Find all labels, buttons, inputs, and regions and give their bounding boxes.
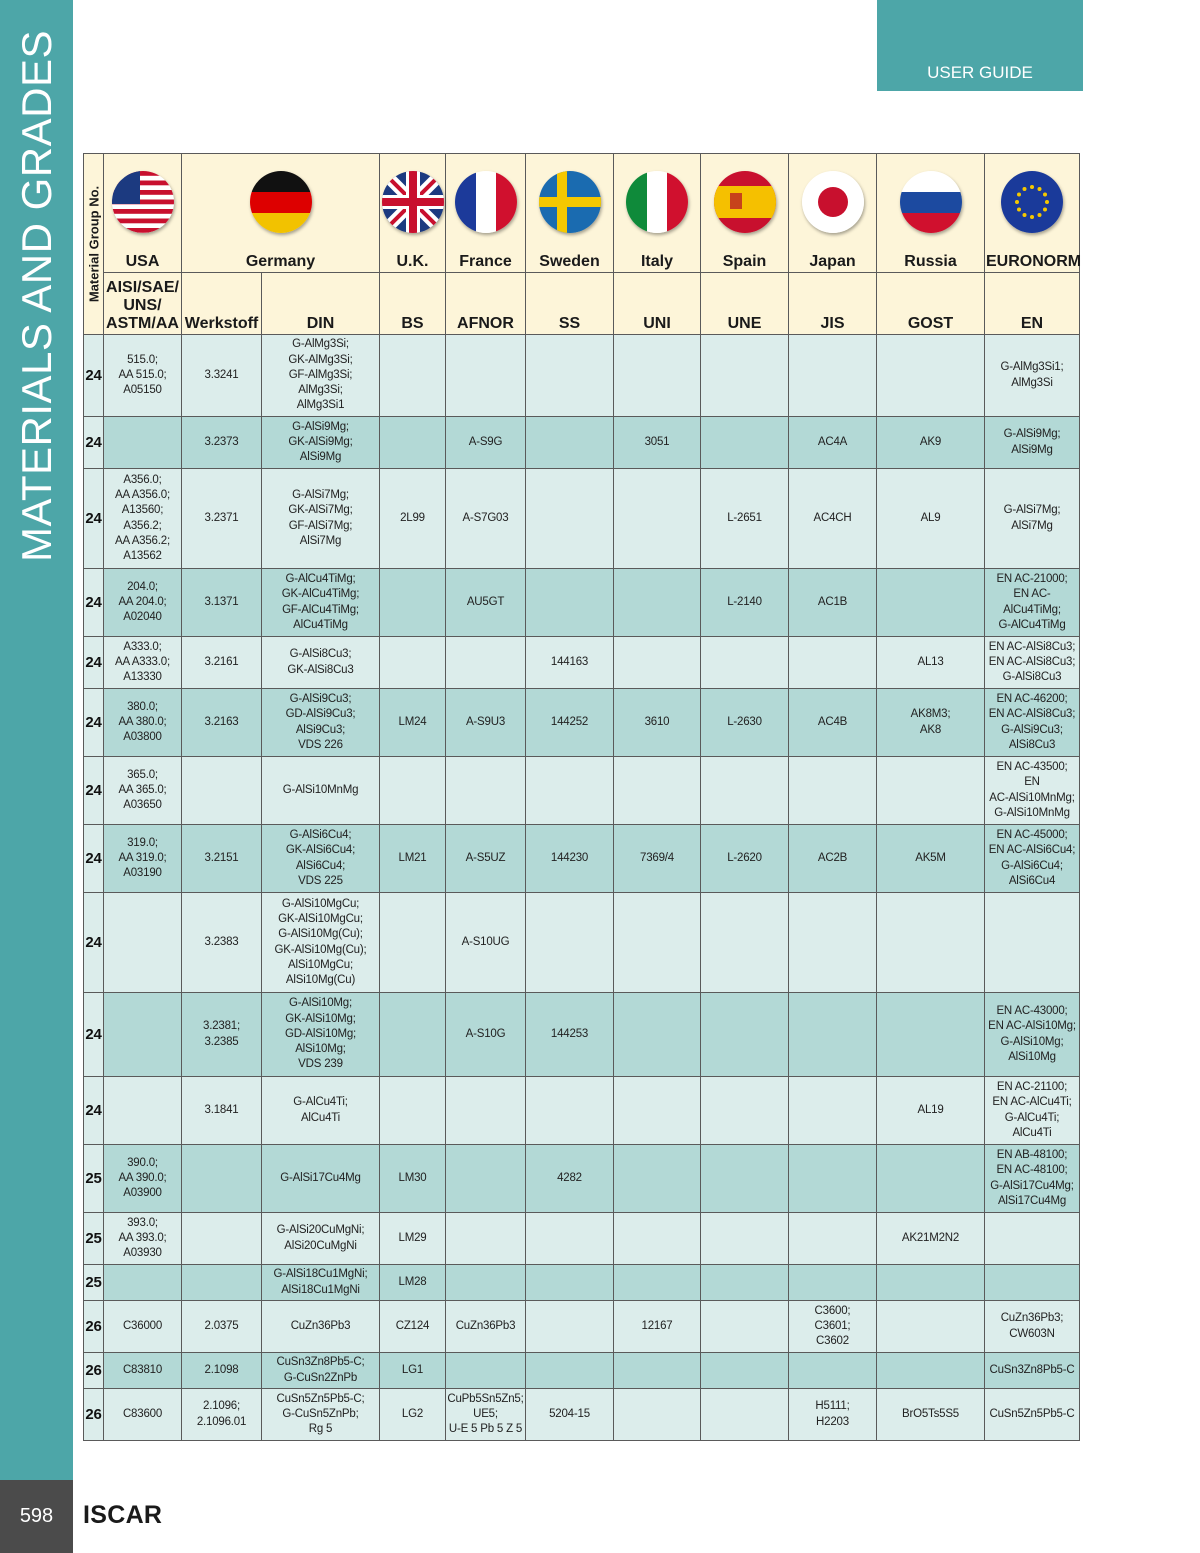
std-gost-cell: AK21M2N2 bbox=[877, 1213, 985, 1265]
std-jis-cell bbox=[789, 1353, 877, 1389]
table-row bbox=[84, 757, 1080, 825]
std-bs-cell bbox=[380, 757, 446, 825]
std-jis-header: JIS bbox=[789, 273, 877, 335]
std-aisi-cell bbox=[104, 893, 182, 993]
std-une-cell bbox=[701, 1389, 789, 1441]
std-bs-cell: LG1 bbox=[380, 1353, 446, 1389]
std-en-cell: EN AC-21100; EN AC-AlCu4Ti; G-AlCu4Ti; AlCu4Ti bbox=[985, 1077, 1080, 1145]
std-jis-cell: AC4A bbox=[789, 417, 877, 469]
std-din-cell: G-AlSi20CuMgNi; AlSi20CuMgNi bbox=[262, 1213, 380, 1265]
std-gost-cell: AL19 bbox=[877, 1077, 985, 1145]
sweden-flag-icon bbox=[539, 171, 601, 233]
user-guide-label: USER GUIDE bbox=[927, 63, 1033, 82]
std-en-cell: CuSn3Zn8Pb5-C bbox=[985, 1353, 1080, 1389]
flag-cell-france bbox=[446, 154, 526, 251]
std-en-cell: EN AC-43500; EN AC-AlSi10MnMg; G-AlSi10MnMg bbox=[985, 757, 1080, 825]
materials-grades-table bbox=[83, 153, 1080, 1441]
material-group-cell: 25 bbox=[84, 1145, 104, 1213]
russia-flag-icon bbox=[900, 171, 962, 233]
table-row bbox=[84, 893, 1080, 993]
std-din-cell: G-AlCu4Ti; AlCu4Ti bbox=[262, 1077, 380, 1145]
std-din-cell: CuSn5Zn5Pb5-C; G-CuSn5ZnPb; Rg 5 bbox=[262, 1389, 380, 1441]
std-ss-cell bbox=[526, 893, 614, 993]
std-ss-cell bbox=[526, 469, 614, 569]
std-uni-cell: 12167 bbox=[614, 1301, 701, 1353]
std-werkstoff-cell: 3.2163 bbox=[182, 689, 262, 757]
material-group-cell: 24 bbox=[84, 689, 104, 757]
std-uni-cell bbox=[614, 469, 701, 569]
std-din-cell: G-AlSi18Cu1MgNi; AlSi18Cu1MgNi bbox=[262, 1265, 380, 1301]
std-jis-cell: AC4B bbox=[789, 689, 877, 757]
table-row bbox=[84, 637, 1080, 689]
std-en-cell: CuZn36Pb3; CW603N bbox=[985, 1301, 1080, 1353]
std-uni-cell bbox=[614, 335, 701, 417]
std-uni-cell bbox=[614, 1353, 701, 1389]
material-group-cell: 26 bbox=[84, 1353, 104, 1389]
country-uk: U.K. bbox=[380, 250, 446, 273]
std-gost-cell bbox=[877, 893, 985, 993]
std-werkstoff-cell: 3.2383 bbox=[182, 893, 262, 993]
std-gost-cell: AK5M bbox=[877, 825, 985, 893]
std-ss-cell bbox=[526, 417, 614, 469]
std-bs-cell bbox=[380, 335, 446, 417]
std-uni-cell: 3610 bbox=[614, 689, 701, 757]
usa-flag-icon bbox=[112, 171, 174, 233]
material-group-cell: 24 bbox=[84, 993, 104, 1077]
std-une-cell: L-2651 bbox=[701, 469, 789, 569]
std-aisi-cell: 380.0; AA 380.0; A03800 bbox=[104, 689, 182, 757]
table-row bbox=[84, 993, 1080, 1077]
std-afnor-cell: AU5GT bbox=[446, 569, 526, 637]
france-flag-icon bbox=[455, 171, 517, 233]
std-afnor-cell: A-S7G03 bbox=[446, 469, 526, 569]
std-en-cell bbox=[985, 1265, 1080, 1301]
std-din-cell: G-AlSi8Cu3; GK-AlSi8Cu3 bbox=[262, 637, 380, 689]
flag-cell-russia bbox=[877, 154, 985, 251]
std-afnor-cell bbox=[446, 757, 526, 825]
table-row bbox=[84, 825, 1080, 893]
std-en-cell: CuSn5Zn5Pb5-C bbox=[985, 1389, 1080, 1441]
country-usa: USA bbox=[104, 250, 182, 273]
std-uni-cell bbox=[614, 1389, 701, 1441]
std-aisi-header: AISI/SAE/ UNS/ ASTM/AA bbox=[104, 273, 182, 335]
std-ss-cell bbox=[526, 1213, 614, 1265]
brand-logo: ISCAR bbox=[83, 1501, 163, 1529]
std-en-cell: G-AlSi7Mg; AlSi7Mg bbox=[985, 469, 1080, 569]
std-werkstoff-cell bbox=[182, 757, 262, 825]
std-werkstoff-cell: 3.2371 bbox=[182, 469, 262, 569]
std-une-cell bbox=[701, 993, 789, 1077]
std-jis-cell bbox=[789, 893, 877, 993]
std-jis-cell: AC1B bbox=[789, 569, 877, 637]
std-jis-cell: C3600; C3601; C3602 bbox=[789, 1301, 877, 1353]
std-uni-cell bbox=[614, 637, 701, 689]
std-aisi-cell: C83810 bbox=[104, 1353, 182, 1389]
std-jis-cell bbox=[789, 1213, 877, 1265]
std-uni-cell bbox=[614, 1265, 701, 1301]
std-werkstoff-cell bbox=[182, 1213, 262, 1265]
std-en-cell: EN AC-46200; EN AC-AlSi8Cu3; G-AlSi9Cu3; AlSi8Cu3 bbox=[985, 689, 1080, 757]
material-group-cell: 24 bbox=[84, 757, 104, 825]
material-group-cell: 24 bbox=[84, 417, 104, 469]
std-une-cell: L-2620 bbox=[701, 825, 789, 893]
table-row bbox=[84, 1213, 1080, 1265]
table-row bbox=[84, 569, 1080, 637]
std-bs-cell bbox=[380, 1077, 446, 1145]
std-uni-cell bbox=[614, 1145, 701, 1213]
std-gost-cell bbox=[877, 1353, 985, 1389]
std-jis-cell bbox=[789, 637, 877, 689]
std-ss-cell bbox=[526, 1353, 614, 1389]
std-en-cell: EN AC-21000; EN AC-AlCu4TiMg; G-AlCu4TiMg bbox=[985, 569, 1080, 637]
std-din-cell: G-AlSi7Mg; GK-AlSi7Mg; GF-AlSi7Mg; AlSi7Mg bbox=[262, 469, 380, 569]
std-bs-cell: LM24 bbox=[380, 689, 446, 757]
material-group-label: Material Group No. bbox=[86, 185, 101, 303]
std-aisi-cell: 319.0; AA 319.0; A03190 bbox=[104, 825, 182, 893]
std-bs-cell bbox=[380, 417, 446, 469]
material-group-header bbox=[84, 154, 104, 335]
std-din-cell: CuZn36Pb3 bbox=[262, 1301, 380, 1353]
std-uni-cell bbox=[614, 757, 701, 825]
std-werkstoff-cell: 3.2373 bbox=[182, 417, 262, 469]
material-group-cell: 25 bbox=[84, 1265, 104, 1301]
section-title bbox=[0, 0, 73, 600]
std-jis-cell bbox=[789, 1077, 877, 1145]
std-une-cell bbox=[701, 1265, 789, 1301]
std-din-cell: G-AlSi10MgCu; GK-AlSi10MgCu; G-AlSi10Mg(Cu); GK-AlSi10Mg(Cu); AlSi10MgCu; AlSi10Mg(Cu) bbox=[262, 893, 380, 993]
country-france: France bbox=[446, 250, 526, 273]
std-afnor-cell: CuPb5Sn5Zn5; UE5; U-E 5 Pb 5 Z 5 bbox=[446, 1389, 526, 1441]
std-une-cell bbox=[701, 1353, 789, 1389]
country-japan: Japan bbox=[789, 250, 877, 273]
std-afnor-cell bbox=[446, 335, 526, 417]
std-une-cell bbox=[701, 335, 789, 417]
std-gost-cell: AK9 bbox=[877, 417, 985, 469]
user-guide-tab bbox=[877, 0, 1083, 91]
std-ss-cell: 4282 bbox=[526, 1145, 614, 1213]
std-gost-cell: AL9 bbox=[877, 469, 985, 569]
std-din-cell: G-AlCu4TiMg; GK-AlCu4TiMg; GF-AlCu4TiMg; AlCu4TiMg bbox=[262, 569, 380, 637]
std-en-cell bbox=[985, 893, 1080, 993]
std-uni-cell: 3051 bbox=[614, 417, 701, 469]
std-afnor-cell: A-S5UZ bbox=[446, 825, 526, 893]
std-ss-cell bbox=[526, 757, 614, 825]
std-din-cell: G-AlSi17Cu4Mg bbox=[262, 1145, 380, 1213]
std-afnor-cell bbox=[446, 1145, 526, 1213]
std-une-cell bbox=[701, 893, 789, 993]
table-row bbox=[84, 417, 1080, 469]
std-werkstoff-cell: 2.1096; 2.1096.01 bbox=[182, 1389, 262, 1441]
material-group-cell: 25 bbox=[84, 1213, 104, 1265]
std-une-header: UNE bbox=[701, 273, 789, 335]
std-une-cell: L-2630 bbox=[701, 689, 789, 757]
std-en-cell: EN AC-43000; EN AC-AlSi10Mg; G-AlSi10Mg; AlSi10Mg bbox=[985, 993, 1080, 1077]
eu-flag-icon bbox=[1001, 171, 1063, 233]
std-werkstoff-cell: 3.2151 bbox=[182, 825, 262, 893]
std-ss-cell bbox=[526, 1265, 614, 1301]
std-din-cell: G-AlSi10Mg; GK-AlSi10Mg; GD-AlSi10Mg; AlSi10Mg; VDS 239 bbox=[262, 993, 380, 1077]
table-row bbox=[84, 1389, 1080, 1441]
table-row bbox=[84, 1301, 1080, 1353]
std-din-cell: CuSn3Zn8Pb5-C; G-CuSn2ZnPb bbox=[262, 1353, 380, 1389]
japan-flag-icon bbox=[802, 171, 864, 233]
std-bs-cell bbox=[380, 569, 446, 637]
flag-cell-spain bbox=[701, 154, 789, 251]
std-bs-cell: LM28 bbox=[380, 1265, 446, 1301]
std-une-cell bbox=[701, 1077, 789, 1145]
std-ss-cell: 144230 bbox=[526, 825, 614, 893]
std-ss-cell: 144163 bbox=[526, 637, 614, 689]
uk-flag-icon bbox=[382, 171, 444, 233]
std-bs-cell bbox=[380, 993, 446, 1077]
table-row bbox=[84, 1145, 1080, 1213]
std-din-cell: G-AlSi10MnMg bbox=[262, 757, 380, 825]
std-bs-cell: 2L99 bbox=[380, 469, 446, 569]
std-aisi-cell: 515.0; AA 515.0; A05150 bbox=[104, 335, 182, 417]
std-aisi-cell: 390.0; AA 390.0; A03900 bbox=[104, 1145, 182, 1213]
std-uni-cell: 7369/4 bbox=[614, 825, 701, 893]
material-group-cell: 26 bbox=[84, 1389, 104, 1441]
country-italy: Italy bbox=[614, 250, 701, 273]
std-afnor-cell: A-S9G bbox=[446, 417, 526, 469]
std-aisi-cell bbox=[104, 993, 182, 1077]
std-aisi-cell bbox=[104, 417, 182, 469]
std-werkstoff-cell: 2.1098 bbox=[182, 1353, 262, 1389]
std-werkstoff-cell bbox=[182, 1145, 262, 1213]
std-aisi-cell: 204.0; AA 204.0; A02040 bbox=[104, 569, 182, 637]
std-gost-header: GOST bbox=[877, 273, 985, 335]
std-une-cell bbox=[701, 1145, 789, 1213]
std-ss-cell: 5204-15 bbox=[526, 1389, 614, 1441]
std-werkstoff-cell: 3.2161 bbox=[182, 637, 262, 689]
std-gost-cell bbox=[877, 757, 985, 825]
std-uni-cell bbox=[614, 893, 701, 993]
std-gost-cell bbox=[877, 1145, 985, 1213]
std-en-cell bbox=[985, 1213, 1080, 1265]
std-bs-cell bbox=[380, 637, 446, 689]
std-bs-cell bbox=[380, 893, 446, 993]
std-werkstoff-cell: 3.1371 bbox=[182, 569, 262, 637]
std-uni-cell bbox=[614, 993, 701, 1077]
spain-flag-icon bbox=[714, 171, 776, 233]
std-en-cell: EN AC-AlSi8Cu3; EN AC-AlSi8Cu3; G-AlSi8Cu3 bbox=[985, 637, 1080, 689]
std-aisi-cell: 393.0; AA 393.0; A03930 bbox=[104, 1213, 182, 1265]
std-din-cell: G-AlMg3Si; GK-AlMg3Si; GF-AlMg3Si; AlMg3Si; AlMg3Si1 bbox=[262, 335, 380, 417]
std-en-cell: G-AlMg3Si1; AlMg3Si bbox=[985, 335, 1080, 417]
std-ss-cell: 144253 bbox=[526, 993, 614, 1077]
std-bs-cell: LG2 bbox=[380, 1389, 446, 1441]
std-afnor-cell: CuZn36Pb3 bbox=[446, 1301, 526, 1353]
flag-cell-germany bbox=[182, 154, 380, 251]
std-en-cell: G-AlSi9Mg; AlSi9Mg bbox=[985, 417, 1080, 469]
std-gost-cell: AL13 bbox=[877, 637, 985, 689]
material-group-cell: 24 bbox=[84, 825, 104, 893]
country-russia: Russia bbox=[877, 250, 985, 273]
flag-cell-eu bbox=[985, 154, 1080, 251]
std-bs-header: BS bbox=[380, 273, 446, 335]
std-afnor-cell: A-S10G bbox=[446, 993, 526, 1077]
std-ss-cell bbox=[526, 569, 614, 637]
std-ss-header: SS bbox=[526, 273, 614, 335]
std-werkstoff-cell: 2.0375 bbox=[182, 1301, 262, 1353]
std-en-cell: EN AC-45000; EN AC-AlSi6Cu4; G-AlSi6Cu4; AlSi6Cu4 bbox=[985, 825, 1080, 893]
std-afnor-cell bbox=[446, 1213, 526, 1265]
std-une-cell: L-2140 bbox=[701, 569, 789, 637]
flag-cell-uk bbox=[380, 154, 446, 251]
std-une-cell bbox=[701, 637, 789, 689]
std-afnor-cell bbox=[446, 1353, 526, 1389]
table-row bbox=[84, 335, 1080, 417]
std-jis-cell bbox=[789, 1265, 877, 1301]
material-group-cell: 24 bbox=[84, 1077, 104, 1145]
std-din-header: DIN bbox=[262, 273, 380, 335]
std-bs-cell: LM30 bbox=[380, 1145, 446, 1213]
std-en-cell: EN AB-48100; EN AC-48100; G-AlSi17Cu4Mg; AlSi17Cu4Mg bbox=[985, 1145, 1080, 1213]
std-ss-cell bbox=[526, 1077, 614, 1145]
std-jis-cell bbox=[789, 993, 877, 1077]
std-uni-cell bbox=[614, 1077, 701, 1145]
std-jis-cell bbox=[789, 335, 877, 417]
std-jis-cell bbox=[789, 1145, 877, 1213]
std-afnor-header: AFNOR bbox=[446, 273, 526, 335]
page-number: 598 bbox=[0, 1480, 73, 1553]
std-afnor-cell: A-S9U3 bbox=[446, 689, 526, 757]
std-werkstoff-cell: 3.3241 bbox=[182, 335, 262, 417]
std-jis-cell: AC2B bbox=[789, 825, 877, 893]
std-une-cell bbox=[701, 417, 789, 469]
std-gost-cell: BrO5Ts5S5 bbox=[877, 1389, 985, 1441]
material-group-cell: 24 bbox=[84, 569, 104, 637]
std-uni-cell bbox=[614, 1213, 701, 1265]
flag-cell-japan bbox=[789, 154, 877, 251]
country-sweden: Sweden bbox=[526, 250, 614, 273]
std-une-cell bbox=[701, 1213, 789, 1265]
table-row bbox=[84, 689, 1080, 757]
std-aisi-cell: C83600 bbox=[104, 1389, 182, 1441]
country-euronorm: EURONORM bbox=[985, 250, 1080, 273]
std-afnor-cell bbox=[446, 1077, 526, 1145]
std-aisi-cell: A333.0; AA A333.0; A13330 bbox=[104, 637, 182, 689]
material-group-cell: 26 bbox=[84, 1301, 104, 1353]
table-row bbox=[84, 1077, 1080, 1145]
std-aisi-cell: C36000 bbox=[104, 1301, 182, 1353]
std-din-cell: G-AlSi6Cu4; GK-AlSi6Cu4; AlSi6Cu4; VDS 225 bbox=[262, 825, 380, 893]
std-gost-cell bbox=[877, 335, 985, 417]
std-werkstoff-header: Werkstoff bbox=[182, 273, 262, 335]
std-jis-cell: H5111; H2203 bbox=[789, 1389, 877, 1441]
std-ss-cell: 144252 bbox=[526, 689, 614, 757]
material-group-cell: 24 bbox=[84, 637, 104, 689]
country-spain: Spain bbox=[701, 250, 789, 273]
std-uni-header: UNI bbox=[614, 273, 701, 335]
std-gost-cell bbox=[877, 569, 985, 637]
germany-flag-icon bbox=[250, 171, 312, 233]
table-row bbox=[84, 1265, 1080, 1301]
std-aisi-cell bbox=[104, 1077, 182, 1145]
std-werkstoff-cell bbox=[182, 1265, 262, 1301]
std-afnor-cell: A-S10UG bbox=[446, 893, 526, 993]
std-aisi-cell: A356.0; AA A356.0; A13560; A356.2; AA A356.2; A13562 bbox=[104, 469, 182, 569]
flag-cell-italy bbox=[614, 154, 701, 251]
std-gost-cell bbox=[877, 993, 985, 1077]
std-gost-cell bbox=[877, 1301, 985, 1353]
table-row bbox=[84, 469, 1080, 569]
material-group-cell: 24 bbox=[84, 893, 104, 993]
std-din-cell: G-AlSi9Mg; GK-AlSi9Mg; AlSi9Mg bbox=[262, 417, 380, 469]
material-group-cell: 24 bbox=[84, 469, 104, 569]
std-din-cell: G-AlSi9Cu3; GD-AlSi9Cu3; AlSi9Cu3; VDS 226 bbox=[262, 689, 380, 757]
section-title-text: MATERIALS AND GRADES bbox=[13, 29, 60, 563]
italy-flag-icon bbox=[626, 171, 688, 233]
std-ss-cell bbox=[526, 335, 614, 417]
country-germany: Germany bbox=[182, 250, 380, 273]
std-bs-cell: CZ124 bbox=[380, 1301, 446, 1353]
std-en-header: EN bbox=[985, 273, 1080, 335]
std-jis-cell: AC4CH bbox=[789, 469, 877, 569]
material-group-cell: 24 bbox=[84, 335, 104, 417]
std-afnor-cell bbox=[446, 637, 526, 689]
std-afnor-cell bbox=[446, 1265, 526, 1301]
std-werkstoff-cell: 3.2381; 3.2385 bbox=[182, 993, 262, 1077]
std-jis-cell bbox=[789, 757, 877, 825]
std-gost-cell: AK8M3; AK8 bbox=[877, 689, 985, 757]
std-aisi-cell: 365.0; AA 365.0; A03650 bbox=[104, 757, 182, 825]
std-une-cell bbox=[701, 757, 789, 825]
flag-cell-sweden bbox=[526, 154, 614, 251]
std-bs-cell: LM29 bbox=[380, 1213, 446, 1265]
table-row bbox=[84, 1353, 1080, 1389]
std-werkstoff-cell: 3.1841 bbox=[182, 1077, 262, 1145]
std-ss-cell bbox=[526, 1301, 614, 1353]
std-une-cell bbox=[701, 1301, 789, 1353]
std-bs-cell: LM21 bbox=[380, 825, 446, 893]
std-gost-cell bbox=[877, 1265, 985, 1301]
std-aisi-cell bbox=[104, 1265, 182, 1301]
std-uni-cell bbox=[614, 569, 701, 637]
flag-cell-usa bbox=[104, 154, 182, 251]
